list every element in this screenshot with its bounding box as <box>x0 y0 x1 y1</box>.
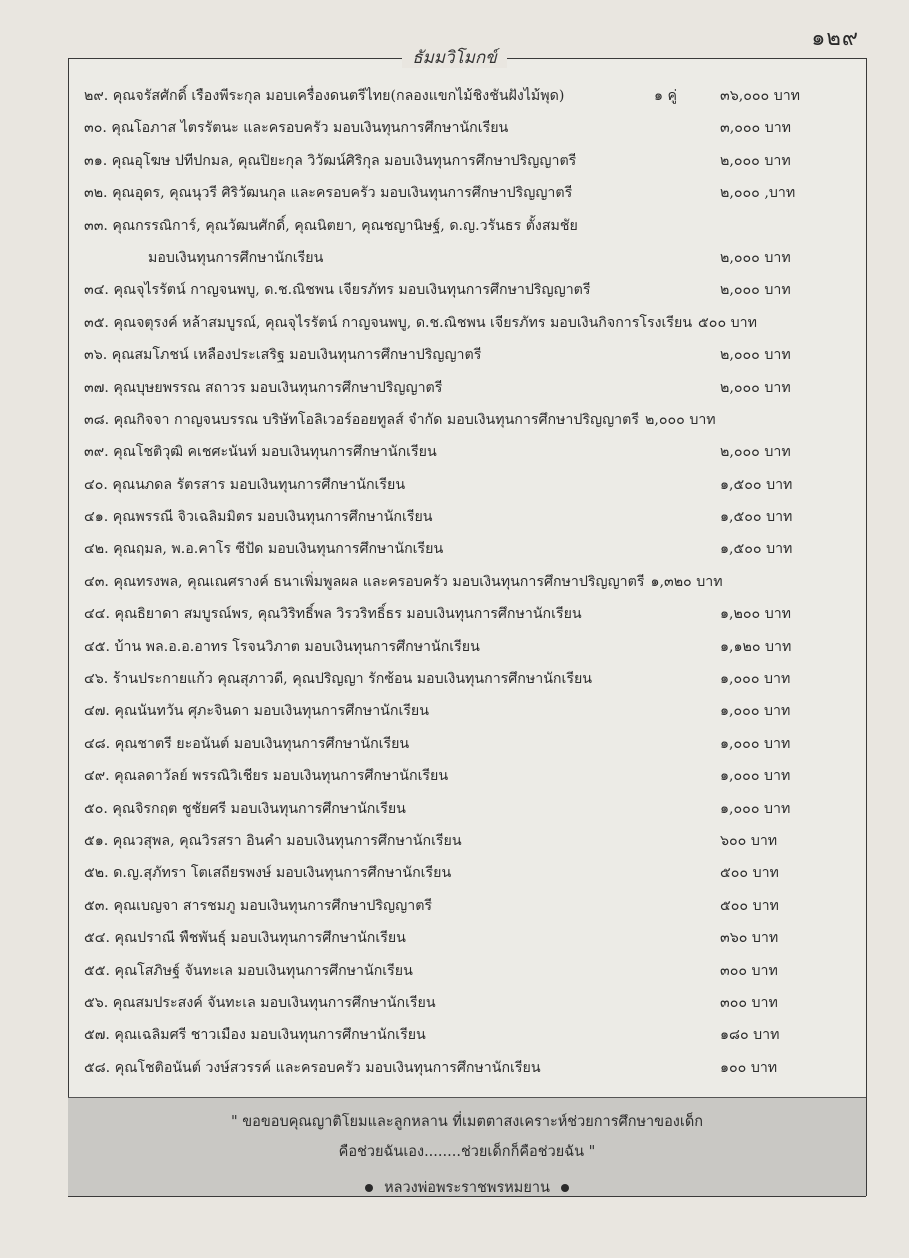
list-item <box>84 145 874 177</box>
donor-text: ๔๙. คุณลดาวัลย์ พรรณิวิเชียร มอบเงินทุนการศึกษานักเรียน <box>84 768 449 785</box>
amount: ๑,๐๐๐ บาท <box>720 768 791 785</box>
list-item <box>84 760 874 792</box>
amount: ๑๐๐ บาท <box>720 1059 778 1076</box>
amount: ๑,๑๒๐ บาท <box>720 638 792 655</box>
list-item <box>84 533 874 565</box>
donor-text: ๕๖. คุณสมประสงค์ จันทะเล มอบเงินทุนการศึกษานักเรียน <box>84 994 436 1011</box>
donor-text: ๓๔. คุณจุไรรัตน์ กาญจนพบู, ด.ช.ณิชพน เจียรภัทร มอบเงินทุนการศึกษาปริญญาตรี <box>84 282 591 299</box>
list-item <box>84 210 874 275</box>
list-item <box>84 339 874 371</box>
donation-list <box>84 80 874 1084</box>
donor-text: ๔๕. บ้าน พล.อ.อ.อาทร โรจนวิภาต มอบเงินทุนการศึกษานักเรียน <box>84 638 480 655</box>
list-item <box>84 566 874 598</box>
donor-text: ๔๖. ร้านประกายแก้ว คุณสุภาวดี, คุณปริญญา รักซ้อน มอบเงินทุนการศึกษานักเรียน <box>84 671 592 688</box>
donor-text: ๔๘. คุณชาตรี ยะอนันต์ มอบเงินทุนการศึกษานักเรียน <box>84 735 410 752</box>
amount: ๓๖๐ บาท <box>720 930 779 947</box>
list-item <box>84 1052 874 1084</box>
amount: ๖๐๐ บาท <box>720 833 778 849</box>
amount: ๓๖,๐๐๐ บาท <box>720 88 801 104</box>
list-item <box>84 501 874 533</box>
list-item <box>84 663 874 695</box>
donor-text: ๔๑. คุณพรรณี จิวเฉลิมมิตร มอบเงินทุนการศึกษานักเรียน <box>84 509 433 526</box>
donor-text: ๕๓. คุณเบญจา สารชมภู มอบเงินทุนการศึกษาปริญญาตรี <box>84 897 433 914</box>
amount: ๑,๐๐๐ บาท <box>720 800 791 817</box>
list-item <box>84 436 874 468</box>
amount: ๑,๐๐๐ บาท <box>720 703 791 720</box>
donor-text: ๔๗. คุณนันทวัน ศุภะจินดา มอบเงินทุนการศึกษานักเรียน <box>84 703 429 720</box>
donor-text: ๕๘. คุณโชติอนันต์ วงษ์สวรรค์ และครอบครัว มอบเงินทุนการศึกษานักเรียน <box>84 1059 541 1076</box>
donor-text: ๓๐. คุณโอภาส ไตรรัตนะ และครอบครัว มอบเงินทุนการศึกษานักเรียน <box>84 120 509 137</box>
quote-line-2: คือช่วยฉันเอง........ช่วยเด็กก็คือช่วยฉัน " <box>338 1144 596 1160</box>
list-item <box>84 307 874 339</box>
amount: ๒,๐๐๐ บาท <box>720 152 791 169</box>
section-title-wrap <box>0 44 909 71</box>
amount: ๑,๒๐๐ บาท <box>720 606 792 623</box>
amount: ๓๐๐ บาท <box>720 962 778 979</box>
amount: ๓,๐๐๐ บาท <box>720 120 792 137</box>
list-item <box>84 372 874 404</box>
amount: ๒,๐๐๐ ,บาท <box>720 185 796 202</box>
amount: ๒,๐๐๐ บาท <box>720 444 791 461</box>
amount: ๑,๕๐๐ บาท <box>720 476 793 493</box>
donor-text: ๕๗. คุณเฉลิมศรี ชาวเมือง มอบเงินทุนการศึกษานักเรียน <box>84 1027 426 1044</box>
donor-text: ๕๑. คุณวสุพล, คุณวิรสรา อินคำ มอบเงินทุนการศึกษานักเรียน <box>84 833 462 849</box>
donor-text: ๓๒. คุณอุดร, คุณนุวรี ศิริวัฒนกุล และครอบครัว มอบเงินทุนการศึกษาปริญญาตรี <box>84 185 573 202</box>
quantity: ๑ คู่ <box>654 88 678 104</box>
quote-box <box>68 1097 866 1197</box>
donor-text: ๔๒. คุณฤมล, พ.อ.คาโร ซีปัด มอบเงินทุนการศึกษานักเรียน <box>84 541 444 558</box>
signature-name: หลวงพ่อพระราชพรหมยาน <box>384 1180 550 1196</box>
donor-text-continued: มอบเงินทุนการศึกษานักเรียน <box>148 249 324 266</box>
amount: ๕๐๐ บาท <box>698 314 757 331</box>
donor-text: ๓๗. คุณบุษยพรรณ สถาวร มอบเงินทุนการศึกษาปริญญาตรี <box>84 379 443 396</box>
donor-text: ๕๒. ด.ญ.สุภัทรา โตเสถียรพงษ์ มอบเงินทุนการศึกษานักเรียน <box>84 865 452 882</box>
amount: ๕๐๐ บาท <box>720 897 779 914</box>
list-item <box>84 598 874 630</box>
amount: ๕๐๐ บาท <box>720 865 779 882</box>
amount: ๑,๕๐๐ บาท <box>720 541 793 558</box>
donor-text: ๓๓. คุณกรรณิการ์, คุณวัฒนศักดิ์, คุณนิตยา, คุณชญานิษฐ์, ด.ญ.วรันธร ตั้งสมชัย <box>84 217 578 234</box>
donor-text: ๓๘. คุณกิจจา กาญจนบรรณ บริษัทโอลิเวอร์ออยทูลส์ จำกัด มอบเงินทุนการศึกษาปริญญาตรี ๒,๐๐๐ บาท <box>84 411 716 428</box>
donor-text: ๔๓. คุณทรงพล, คุณเณศรางค์ ธนาเพิ่มพูลผล และครอบครัว มอบเงินทุนการศึกษาปริญญาตรี ๑,๓๒๐ บาท <box>84 573 723 590</box>
bullet-dot-icon <box>561 1184 569 1192</box>
donor-text: ๓๕. คุณจตุรงค์ หล้าสมบูรณ์, คุณจุไรรัตน์ กาญจนพบู, ด.ช.ณิชพน เจียรภัทร มอบเงินกิจการโรงเรียน ๕๐๐ บาท <box>84 314 757 331</box>
amount: ๒,๐๐๐ บาท <box>720 282 791 299</box>
list-item <box>84 631 874 663</box>
list-item <box>84 80 874 112</box>
list-item <box>84 112 874 144</box>
quote-line-1: " ขอขอบคุณญาติโยมและลูกหลาน ที่เมตตาสงเคราะห์ช่วยการศึกษาของเด็ก <box>230 1114 704 1130</box>
bullet-dot-icon <box>365 1184 373 1192</box>
list-item <box>84 922 874 954</box>
amount: ๒,๐๐๐ บาท <box>720 379 791 396</box>
donor-text: ๒๙. คุณจรัสศักดิ์ เรืองพีระกุล มอบเครื่องดนตรีไทย(กลองแขกไม้ชิงชันฝังไม้พุด) <box>84 88 565 104</box>
amount: ๑,๐๐๐ บาท <box>720 735 791 752</box>
list-item <box>84 728 874 760</box>
donor-text: ๕๕. คุณโสภิษฐ์ จันทะเล มอบเงินทุนการศึกษานักเรียน <box>84 962 413 979</box>
list-item <box>84 987 874 1019</box>
signature-line <box>68 1176 866 1199</box>
section-title: ธัมมวิโมกข์ <box>402 48 507 68</box>
amount: ๑,๕๐๐ บาท <box>720 509 793 526</box>
amount: ๒,๐๐๐ บาท <box>644 411 716 428</box>
amount: ๑๘๐ บาท <box>720 1027 780 1044</box>
page-number: ๑๒๙ <box>811 26 859 51</box>
list-item <box>84 695 874 727</box>
donor-text: ๓๑. คุณอุโฆษ ปทีปกมล, คุณปิยะกุล วิวัฒน์ศิริกุล มอบเงินทุนการศึกษาปริญญาตรี <box>84 152 577 169</box>
list-item <box>84 890 874 922</box>
list-item <box>84 857 874 889</box>
list-item <box>84 404 874 436</box>
list-item <box>84 825 874 857</box>
donor-text: ๓๙. คุณโชติวุฒิ คเชศะนันท์ มอบเงินทุนการศึกษานักเรียน <box>84 444 437 461</box>
donor-text: ๓๖. คุณสมโภชน์ เหลืองประเสริฐ มอบเงินทุนการศึกษาปริญญาตรี <box>84 347 482 364</box>
donor-text: ๔๐. คุณนภดล รัตรสาร มอบเงินทุนการศึกษานักเรียน <box>84 476 406 493</box>
list-item <box>84 1019 874 1051</box>
donor-text: ๔๔. คุณธิยาดา สมบูรณ์พร, คุณวิริทธิ์พล วิรวริทธิ์ธร มอบเงินทุนการศึกษานักเรียน <box>84 606 582 623</box>
list-item <box>84 469 874 501</box>
list-item <box>84 177 874 209</box>
amount: ๒,๐๐๐ บาท <box>720 249 791 266</box>
list-item <box>84 793 874 825</box>
donor-text: ๕๐. คุณจิรกฤต ชูชัยศรี มอบเงินทุนการศึกษานักเรียน <box>84 800 406 817</box>
amount: ๑,๓๒๐ บาท <box>650 573 723 590</box>
amount: ๑,๐๐๐ บาท <box>720 671 791 688</box>
list-item <box>84 955 874 987</box>
list-item <box>84 274 874 306</box>
amount: ๒,๐๐๐ บาท <box>720 347 791 364</box>
amount: ๓๐๐ บาท <box>720 994 778 1011</box>
donor-text: ๕๔. คุณปราณี พืชพันธุ์ มอบเงินทุนการศึกษานักเรียน <box>84 930 406 947</box>
